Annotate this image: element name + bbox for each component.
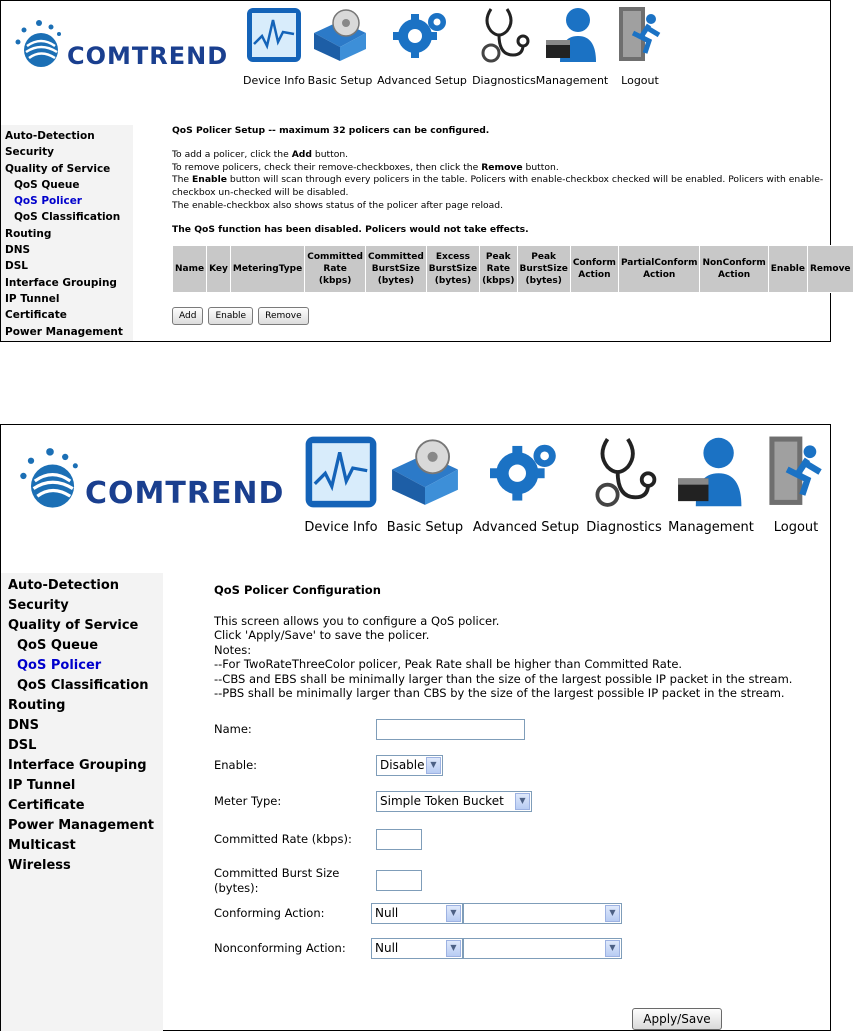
header — [1, 425, 830, 570]
policer-config-content — [214, 583, 824, 1023]
diagnostics-icon — [474, 5, 534, 65]
column-header-line: Enable — [770, 263, 805, 274]
page-title: QoS Policer Configuration — [214, 583, 381, 597]
comtrend-logo — [13, 6, 233, 76]
column-header — [807, 245, 853, 292]
column-header-line: (kbps) — [318, 275, 352, 286]
column-header-line: (bytes) — [434, 275, 472, 286]
basic-setup-icon — [386, 433, 464, 511]
nav-device-info[interactable] — [241, 5, 307, 87]
column-header — [426, 245, 479, 292]
column-header — [480, 245, 517, 292]
column-header-line: Action — [643, 269, 676, 280]
sidebar-item-dsl[interactable]: DSL — [8, 738, 37, 753]
column-header-line: PartialConform — [620, 257, 698, 268]
sidebar-item-certificate[interactable]: Certificate — [8, 798, 85, 813]
column-header-line: Remove — [809, 263, 851, 274]
sidebar-item-qos-queue[interactable]: QoS Queue — [17, 638, 99, 653]
note-line: --CBS and EBS shall be minimally larger than the size of the largest possible IP packet in the stream. — [214, 671, 793, 686]
management-icon — [542, 5, 602, 65]
apply-save-button[interactable]: Apply/Save — [632, 1008, 722, 1030]
brand-name: COMTREND — [85, 476, 285, 511]
config-notes — [214, 614, 824, 701]
enable-select-value: Disable — [380, 758, 425, 773]
brand-name: COMTREND — [67, 42, 229, 70]
column-header — [366, 245, 427, 292]
nav-label: Basic Setup — [386, 520, 464, 535]
sidebar-item-interface-grouping[interactable]: Interface Grouping — [5, 276, 117, 289]
column-header — [207, 245, 231, 292]
management-icon — [672, 433, 750, 511]
column-header-line: NonConform — [702, 257, 766, 268]
nav-label: Advanced Setup — [472, 520, 580, 535]
qos-disabled-warning: The QoS function has been disabled. Policers would not take effects. — [172, 223, 529, 235]
sidebar-item-qos-policer[interactable]: QoS Policer — [17, 658, 102, 673]
chevron-down-icon: ▼ — [605, 940, 620, 957]
conforming-action-value: Null — [375, 906, 399, 921]
committed-rate-row — [214, 829, 422, 850]
column-header — [570, 245, 618, 292]
chevron-down-icon: ▼ — [446, 940, 461, 957]
sidebar-item-multicast[interactable]: Multicast — [8, 838, 76, 853]
instruction-status: The enable-checkbox also shows status of the policer after page reload. — [172, 199, 504, 211]
sidebar-item-auto-detection[interactable]: Auto-Detection — [5, 130, 95, 142]
nav-advanced-setup[interactable] — [373, 5, 471, 87]
column-header — [230, 245, 304, 292]
nonconforming-action-select[interactable] — [371, 938, 463, 959]
comtrend-globe-icon — [17, 443, 83, 519]
column-header-line: BurstSize — [519, 263, 568, 274]
column-header-line: Peak — [531, 251, 557, 262]
nav-diagnostics[interactable] — [471, 5, 537, 87]
policer-setup-content — [172, 125, 851, 325]
chevron-down-icon: ▼ — [605, 905, 620, 922]
comtrend-globe-icon — [13, 16, 65, 76]
name-input[interactable] — [376, 719, 525, 740]
column-header — [768, 245, 807, 292]
column-header-line: MeteringType — [232, 263, 303, 274]
column-header-line: BurstSize — [371, 263, 421, 274]
enable-select[interactable] — [376, 755, 443, 776]
note-line: Click 'Apply/Save' to save the policer. — [214, 628, 430, 642]
meter-type-select[interactable] — [376, 791, 532, 812]
committed-rate-input[interactable] — [376, 829, 422, 850]
remove-button[interactable]: Remove — [258, 307, 309, 325]
meter-type-label: Meter Type: — [214, 794, 282, 809]
policer-setup-screen — [0, 0, 851, 342]
nonconforming-action-row — [214, 938, 622, 959]
note-line: This screen allows you to configure a QoS policer. — [214, 613, 500, 628]
top-nav — [300, 433, 834, 535]
sidebar-item-interface-grouping[interactable]: Interface Grouping — [8, 758, 147, 773]
logout-icon — [757, 433, 835, 511]
column-header-line: (bytes) — [377, 275, 415, 286]
column-header-line: Name — [175, 263, 205, 274]
instruction-add: To add a policer, click the Add button. — [172, 148, 349, 160]
nav-diagnostics[interactable] — [584, 433, 664, 535]
column-header-line: (kbps) — [482, 275, 515, 286]
sidebar-item-security[interactable]: Security — [8, 598, 69, 613]
note-line: --PBS shall be minimally larger than CBS by the size of the largest possible IP packet in the stream. — [214, 686, 785, 700]
nav-label: Logout — [621, 74, 659, 87]
instruction-remove: To remove policers, check their remove-checkboxes, then click the Remove button. — [172, 161, 559, 173]
sidebar-item-security[interactable]: Security — [5, 146, 55, 159]
nav-label: Management — [535, 74, 609, 87]
top-nav — [241, 5, 673, 87]
column-header-line: Conform — [572, 257, 616, 268]
column-header-line: Excess — [435, 251, 470, 262]
sidebar-item-ip-tunnel[interactable]: IP Tunnel — [5, 292, 60, 305]
header — [1, 1, 830, 121]
name-label: Name: — [214, 722, 252, 737]
device-info-icon — [244, 5, 304, 65]
nav-label: Device Info — [243, 74, 305, 87]
nav-label: Basic Setup — [307, 74, 373, 87]
meter-type-row — [214, 791, 532, 812]
column-header — [517, 245, 570, 292]
committed-burst-input[interactable] — [376, 870, 422, 891]
enable-row — [214, 755, 443, 776]
sidebar-item-dns[interactable]: DNS — [5, 244, 31, 257]
sidebar-item-certificate[interactable]: Certificate — [5, 309, 67, 322]
column-header-line: Action — [578, 269, 611, 280]
nav-device-info[interactable] — [300, 433, 382, 535]
column-header — [700, 245, 768, 292]
sidebar-item-wireless[interactable]: Wireless — [8, 858, 71, 873]
comtrend-logo — [17, 433, 287, 519]
chevron-down-icon: ▼ — [446, 905, 461, 922]
nav-logout[interactable] — [758, 433, 834, 535]
column-header-line: (bytes) — [525, 275, 562, 286]
table-header-row — [173, 245, 854, 292]
policer-table — [172, 245, 854, 293]
advanced-setup-icon — [487, 433, 565, 511]
sidebar-item-quality-of-service[interactable]: Quality of Service — [8, 618, 139, 633]
nav-management[interactable] — [664, 433, 758, 535]
chevron-down-icon: ▼ — [426, 757, 441, 774]
column-header — [173, 245, 207, 292]
sidebar-menu — [1, 125, 133, 341]
column-header-line: Rate — [486, 263, 510, 274]
note-line: Notes: — [214, 642, 252, 657]
sidebar-item-qos-queue[interactable]: QoS Queue — [14, 178, 80, 191]
nav-logout[interactable] — [607, 5, 673, 87]
conforming-action-value-select[interactable] — [463, 903, 622, 924]
nav-management[interactable] — [537, 5, 607, 87]
conforming-action-label: Conforming Action: — [214, 906, 325, 921]
page-title: QoS Policer Setup -- maximum 32 policers can be configured. — [172, 125, 490, 136]
column-header-line: BurstSize — [428, 263, 478, 274]
conforming-action-row — [214, 903, 622, 924]
column-header-line: Action — [717, 269, 751, 280]
sidebar-item-qos-classification[interactable]: QoS Classification — [17, 678, 149, 693]
nav-label: Device Info — [304, 520, 378, 535]
sidebar-item-quality-of-service[interactable]: Quality of Service — [5, 162, 111, 175]
column-header-line: Peak — [485, 251, 511, 262]
meter-type-value: Simple Token Bucket — [380, 794, 504, 809]
column-header-line: Key — [209, 263, 228, 274]
nonconforming-action-value-select[interactable] — [463, 938, 622, 959]
column-header — [618, 245, 700, 292]
chevron-down-icon: ▼ — [515, 793, 530, 810]
nav-advanced-setup[interactable] — [468, 433, 584, 535]
nav-label: Logout — [773, 520, 819, 535]
diagnostics-icon — [585, 433, 663, 511]
device-info-icon — [302, 433, 380, 511]
sidebar-item-auto-detection[interactable]: Auto-Detection — [8, 578, 120, 593]
nav-basic-setup[interactable] — [307, 5, 373, 87]
nav-label: Diagnostics — [586, 520, 662, 535]
name-row — [214, 719, 525, 740]
sidebar-menu — [1, 573, 163, 1031]
column-header-line: Rate — [323, 263, 347, 274]
policer-config-screen — [0, 424, 831, 1031]
instruction-enable: The Enable button will scan through every policers in the table. Policers with enable-checkbox checked will be enabled. Policers with enable-checkbox un-checked will be disabled. — [172, 174, 824, 199]
sidebar-item-routing[interactable]: Routing — [8, 698, 66, 713]
sidebar-item-power-management[interactable]: Power Management — [8, 818, 154, 833]
nav-label: Management — [668, 520, 754, 535]
column-header — [305, 245, 366, 292]
note-line: --For TwoRateThreeColor policer, Peak Rate shall be higher than Committed Rate. — [214, 657, 683, 671]
button-row — [172, 307, 827, 325]
add-button[interactable]: Add — [172, 307, 203, 325]
sidebar-item-qos-classification[interactable]: QoS Classification — [14, 211, 121, 224]
nonconforming-action-value: Null — [375, 941, 399, 956]
nav-basic-setup[interactable] — [382, 433, 468, 535]
column-header-line: Committed — [307, 251, 363, 262]
sidebar-item-dns[interactable]: DNS — [8, 718, 40, 733]
sidebar-item-ip-tunnel[interactable]: IP Tunnel — [8, 778, 76, 793]
nav-label: Diagnostics — [472, 74, 536, 87]
advanced-setup-icon — [392, 5, 452, 65]
sidebar-item-routing[interactable]: Routing — [5, 227, 52, 240]
committed-burst-row — [214, 866, 422, 895]
committed-rate-label: Committed Rate (kbps): — [214, 832, 352, 847]
conforming-action-select[interactable] — [371, 903, 463, 924]
sidebar-item-dsl[interactable]: DSL — [5, 260, 28, 273]
committed-burst-label: Committed Burst Size (bytes): — [214, 866, 340, 895]
sidebar-item-power-management[interactable]: Power Management — [5, 325, 123, 338]
nonconforming-action-label: Nonconforming Action: — [214, 941, 346, 956]
basic-setup-icon — [310, 5, 370, 65]
sidebar-item-qos-policer[interactable]: QoS Policer — [14, 195, 82, 208]
column-header-line: Committed — [368, 251, 424, 262]
logout-icon — [610, 5, 670, 65]
nav-label: Advanced Setup — [377, 74, 467, 87]
enable-button[interactable]: Enable — [208, 307, 253, 325]
enable-label: Enable: — [214, 758, 258, 773]
